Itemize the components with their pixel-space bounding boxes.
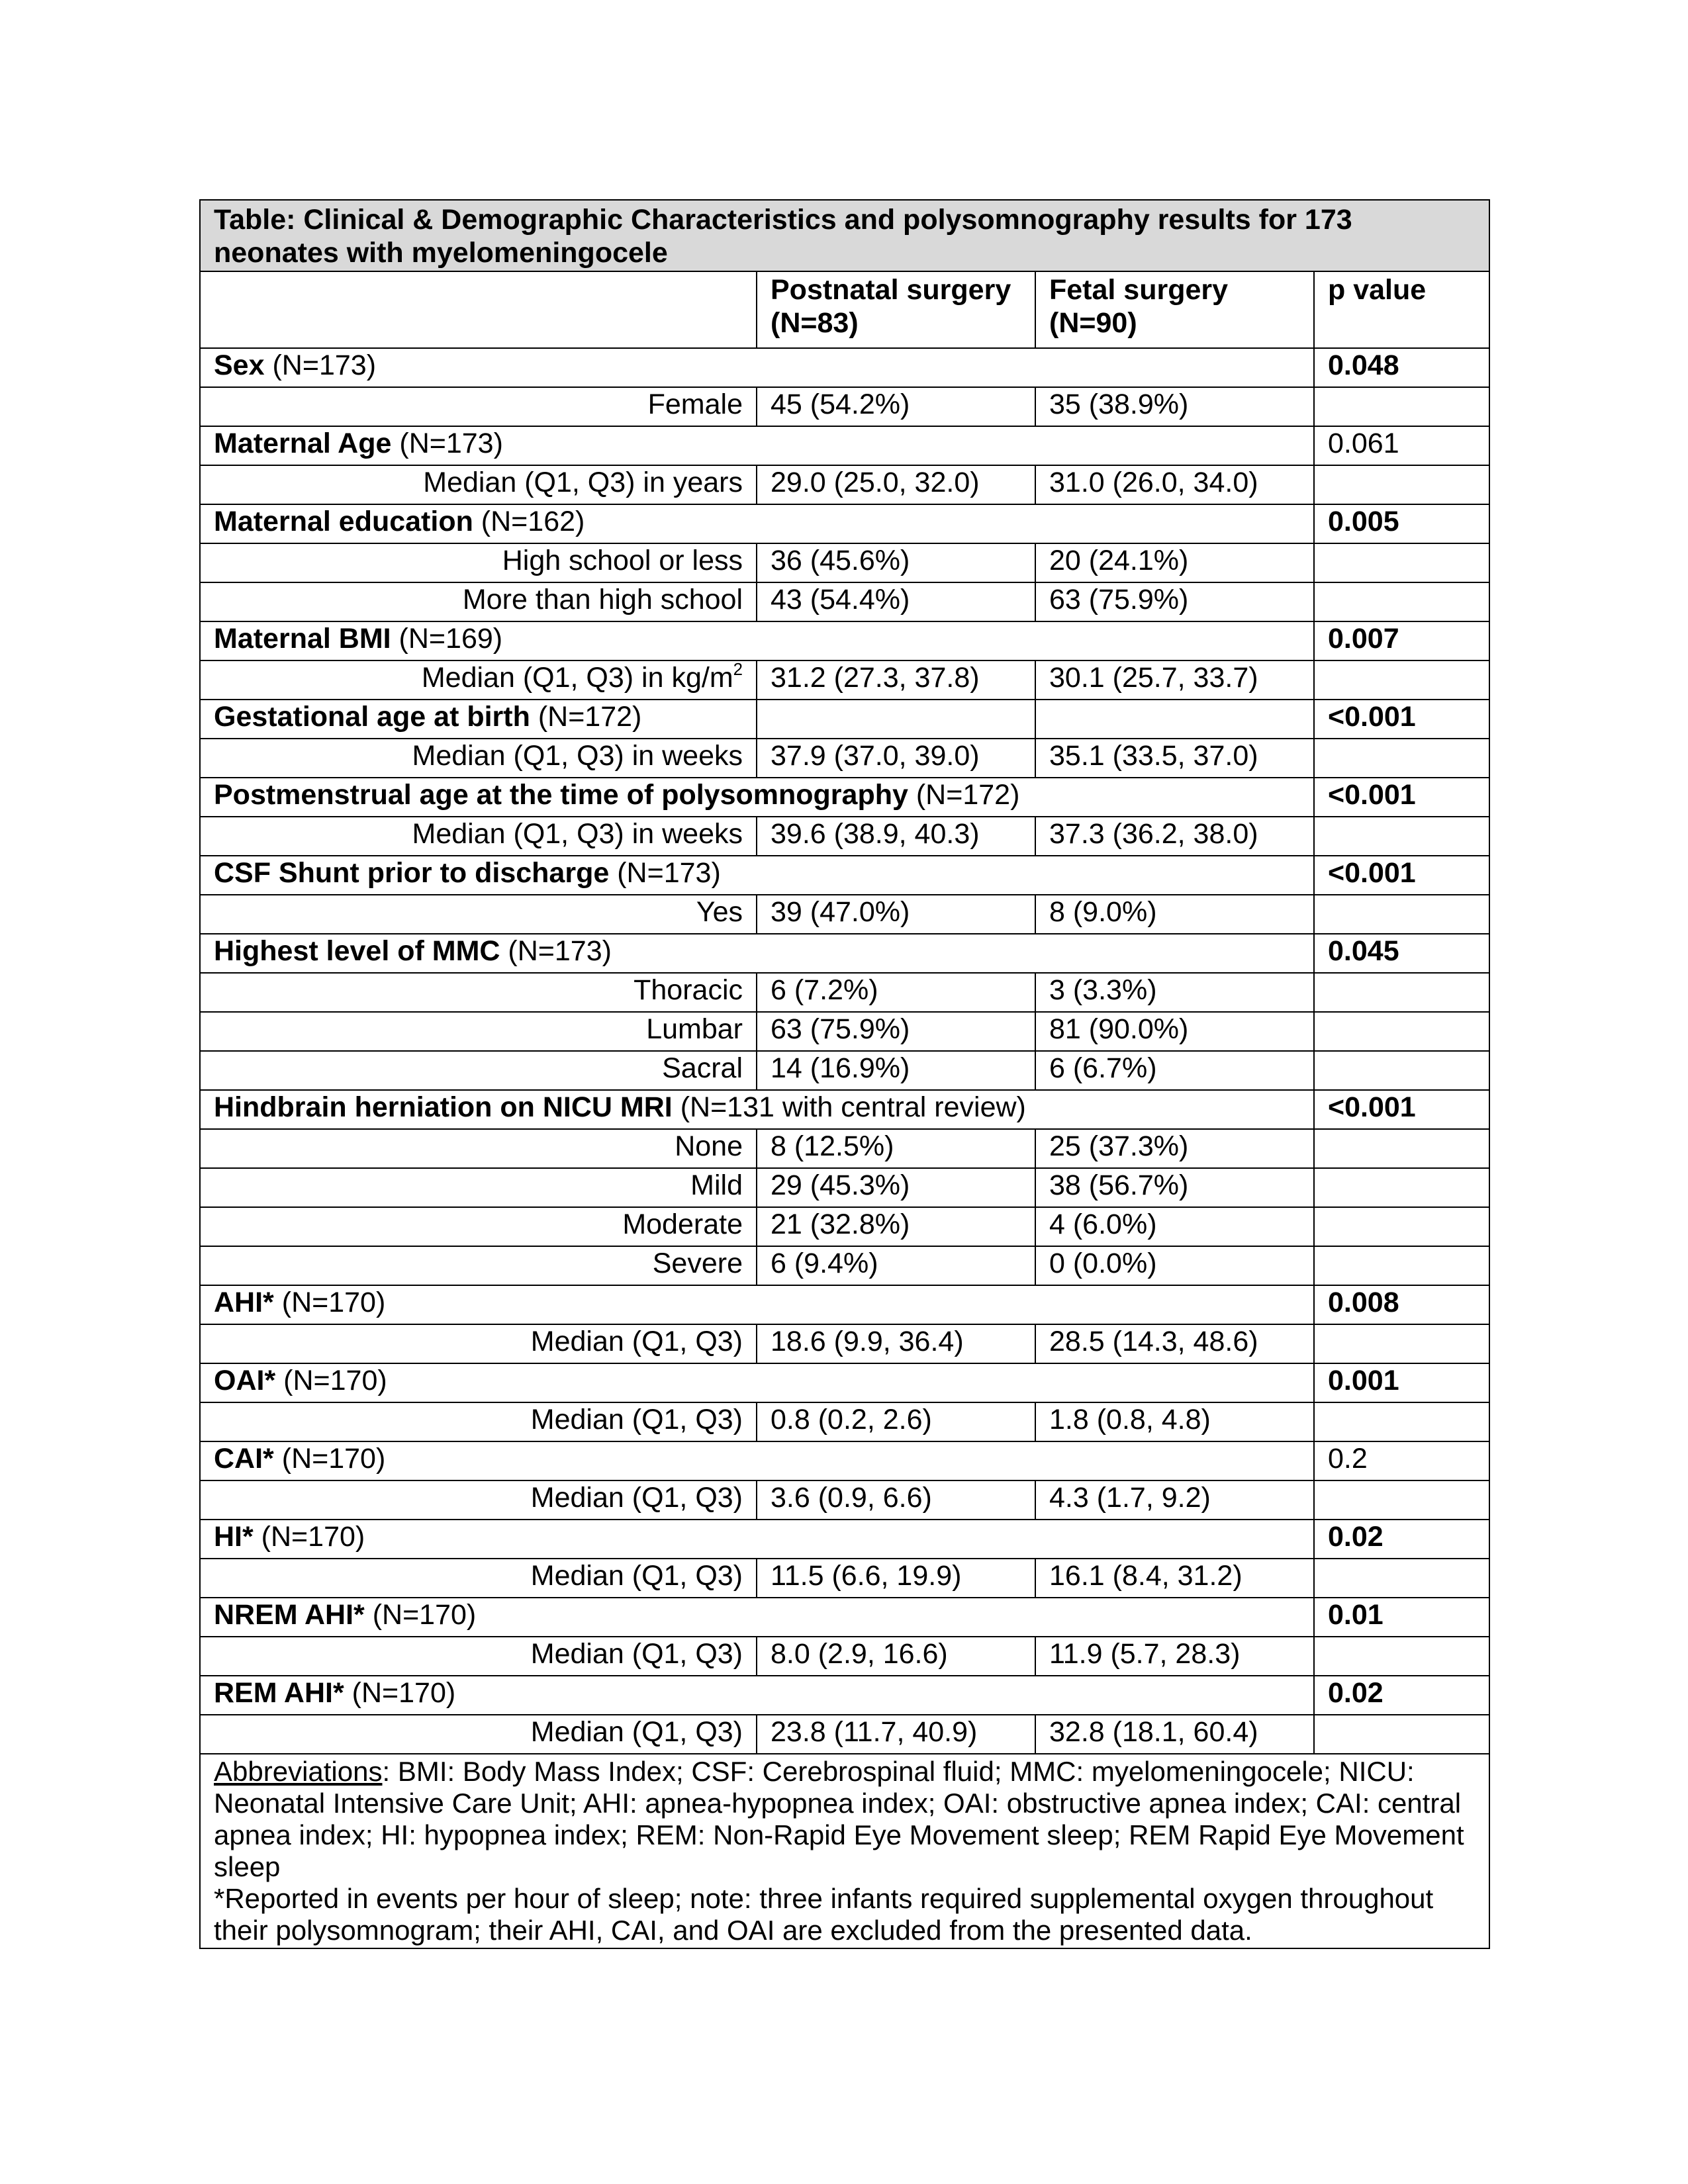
section-name: CAI* xyxy=(214,1443,274,1475)
postnatal-value: 45 (54.2%) xyxy=(757,387,1035,426)
row-label-cell xyxy=(200,1012,757,1051)
fetal-value: 8 (9.0%) xyxy=(1035,895,1314,934)
fetal-value: 32.8 (18.1, 60.4) xyxy=(1035,1715,1314,1754)
table-row xyxy=(200,1207,1489,1246)
postnatal-value: 21 (32.8%) xyxy=(757,1207,1035,1246)
p-value: 0.02 xyxy=(1314,1520,1489,1559)
section-n: (N=173) xyxy=(500,935,612,967)
p-value-empty xyxy=(1314,387,1489,426)
section-row xyxy=(200,1520,1489,1559)
p-value-empty xyxy=(1314,1324,1489,1363)
fetal-value: 1.8 (0.8, 4.8) xyxy=(1035,1402,1314,1441)
table-row xyxy=(200,387,1489,426)
row-label: Median (Q1, Q3) xyxy=(530,1404,743,1435)
p-value-empty xyxy=(1314,582,1489,621)
section-label-cell xyxy=(200,1441,1314,1480)
row-label: Median (Q1, Q3) in weeks xyxy=(412,740,743,772)
p-value: 0.045 xyxy=(1314,934,1489,973)
fetal-value: 4 (6.0%) xyxy=(1035,1207,1314,1246)
postnatal-value: 31.2 (27.3, 37.8) xyxy=(757,660,1035,700)
section-row xyxy=(200,856,1489,895)
footnote-row xyxy=(200,1754,1489,1948)
fetal-value: 0 (0.0%) xyxy=(1035,1246,1314,1285)
section-n: (N=173) xyxy=(609,857,721,889)
table-row xyxy=(200,1637,1489,1676)
header-row xyxy=(200,271,1489,348)
p-value-empty xyxy=(1314,739,1489,778)
section-empty-cell xyxy=(1035,700,1314,739)
postnatal-value: 29.0 (25.0, 32.0) xyxy=(757,465,1035,504)
section-n: (N=170) xyxy=(344,1677,456,1709)
postnatal-value: 8.0 (2.9, 16.6) xyxy=(757,1637,1035,1676)
row-label-cell xyxy=(200,1168,757,1207)
row-label: Median (Q1, Q3) xyxy=(530,1326,743,1357)
postnatal-value: 29 (45.3%) xyxy=(757,1168,1035,1207)
section-n: (N=169) xyxy=(391,623,503,655)
postnatal-value: 37.9 (37.0, 39.0) xyxy=(757,739,1035,778)
row-label-cell xyxy=(200,1324,757,1363)
p-value-empty xyxy=(1314,1637,1489,1676)
p-value: <0.001 xyxy=(1314,778,1489,817)
section-n: (N=170) xyxy=(273,1287,386,1318)
p-value: 0.02 xyxy=(1314,1676,1489,1715)
table-row xyxy=(200,582,1489,621)
row-label: None xyxy=(675,1130,743,1162)
fetal-value: 16.1 (8.4, 31.2) xyxy=(1035,1559,1314,1598)
row-label: Mild xyxy=(690,1169,743,1201)
section-label-cell xyxy=(200,1676,1314,1715)
section-row xyxy=(200,1285,1489,1324)
header-fetal: Fetal surgery (N=90) xyxy=(1035,271,1314,348)
table-row xyxy=(200,1402,1489,1441)
p-value-empty xyxy=(1314,1559,1489,1598)
p-value: 0.008 xyxy=(1314,1285,1489,1324)
row-label: Median (Q1, Q3) xyxy=(530,1560,743,1592)
postnatal-value: 8 (12.5%) xyxy=(757,1129,1035,1168)
section-name: REM AHI* xyxy=(214,1677,344,1709)
p-value-empty xyxy=(1314,1129,1489,1168)
p-value: <0.001 xyxy=(1314,700,1489,739)
section-name: Highest level of MMC xyxy=(214,935,500,967)
table-row xyxy=(200,895,1489,934)
section-n: (N=173) xyxy=(391,428,503,459)
p-value: 0.2 xyxy=(1314,1441,1489,1480)
p-value: 0.061 xyxy=(1314,426,1489,465)
p-value-empty xyxy=(1314,660,1489,700)
row-label-cell xyxy=(200,895,757,934)
fetal-value: 4.3 (1.7, 9.2) xyxy=(1035,1480,1314,1520)
fetal-value: 25 (37.3%) xyxy=(1035,1129,1314,1168)
fetal-value: 63 (75.9%) xyxy=(1035,582,1314,621)
row-label: Moderate xyxy=(622,1208,743,1240)
section-row xyxy=(200,426,1489,465)
asterisk-note: *Reported in events per hour of sleep; note: three infants required supplemental oxygen throughout their polysomnogram; their AHI, CAI, and OAI are excluded from the presented data. xyxy=(214,1883,1434,1946)
table-row xyxy=(200,973,1489,1012)
fetal-value: 38 (56.7%) xyxy=(1035,1168,1314,1207)
fetal-value: 31.0 (26.0, 34.0) xyxy=(1035,465,1314,504)
section-name: Hindbrain herniation on NICU MRI xyxy=(214,1091,673,1123)
p-value-empty xyxy=(1314,1012,1489,1051)
section-name: CSF Shunt prior to discharge xyxy=(214,857,610,889)
row-label-cell xyxy=(200,660,757,700)
row-label-cell xyxy=(200,1559,757,1598)
table-row xyxy=(200,739,1489,778)
table-body xyxy=(200,200,1489,1754)
section-name: Sex xyxy=(214,349,265,381)
section-row xyxy=(200,778,1489,817)
section-n: (N=170) xyxy=(253,1521,365,1553)
postnatal-value: 63 (75.9%) xyxy=(757,1012,1035,1051)
postnatal-value: 6 (7.2%) xyxy=(757,973,1035,1012)
postnatal-value: 11.5 (6.6, 19.9) xyxy=(757,1559,1035,1598)
section-empty-cell xyxy=(757,700,1035,739)
fetal-value: 37.3 (36.2, 38.0) xyxy=(1035,817,1314,856)
table-title: Table: Clinical & Demographic Characteristics and polysomnography results for 173 neonates with myelomeningocele xyxy=(200,200,1489,271)
fetal-value: 81 (90.0%) xyxy=(1035,1012,1314,1051)
p-value-empty xyxy=(1314,465,1489,504)
section-row xyxy=(200,700,1489,739)
section-name: Maternal BMI xyxy=(214,623,391,655)
row-label: Sacral xyxy=(662,1052,743,1084)
section-label-cell xyxy=(200,700,757,739)
postnatal-value: 36 (45.6%) xyxy=(757,543,1035,582)
section-n: (N=170) xyxy=(273,1443,386,1475)
p-value-empty xyxy=(1314,1715,1489,1754)
postnatal-value: 23.8 (11.7, 40.9) xyxy=(757,1715,1035,1754)
section-n: (N=131 with central review) xyxy=(672,1091,1026,1123)
row-label: More than high school xyxy=(462,584,743,615)
postnatal-value: 6 (9.4%) xyxy=(757,1246,1035,1285)
section-row xyxy=(200,934,1489,973)
row-label: Median (Q1, Q3) xyxy=(530,1482,743,1514)
fetal-value: 30.1 (25.7, 33.7) xyxy=(1035,660,1314,700)
table-row xyxy=(200,1246,1489,1285)
row-label: Median (Q1, Q3) in years xyxy=(423,467,743,498)
row-label-cell xyxy=(200,1246,757,1285)
title-row xyxy=(200,200,1489,271)
p-value-empty xyxy=(1314,1480,1489,1520)
section-row xyxy=(200,1598,1489,1637)
section-n: (N=170) xyxy=(364,1599,477,1631)
section-label-cell xyxy=(200,778,1314,817)
p-value-empty xyxy=(1314,1246,1489,1285)
section-row xyxy=(200,621,1489,660)
p-value-empty xyxy=(1314,1207,1489,1246)
postnatal-value: 0.8 (0.2, 2.6) xyxy=(757,1402,1035,1441)
p-value-empty xyxy=(1314,817,1489,856)
section-row xyxy=(200,1363,1489,1402)
row-label-cell xyxy=(200,739,757,778)
fetal-value: 35.1 (33.5, 37.0) xyxy=(1035,739,1314,778)
p-value-empty xyxy=(1314,1402,1489,1441)
section-name: Postmenstrual age at the time of polysomnography xyxy=(214,779,908,811)
row-label-cell xyxy=(200,543,757,582)
row-label-cell xyxy=(200,1207,757,1246)
abbreviations-label: Abbreviations xyxy=(214,1756,383,1787)
table-row xyxy=(200,1324,1489,1363)
header-p-value: p value xyxy=(1314,271,1489,348)
fetal-value: 28.5 (14.3, 48.6) xyxy=(1035,1324,1314,1363)
postnatal-value: 18.6 (9.9, 36.4) xyxy=(757,1324,1035,1363)
section-label-cell xyxy=(200,1090,1314,1129)
row-label-superscript: 2 xyxy=(733,660,743,679)
p-value-empty xyxy=(1314,1168,1489,1207)
table-row xyxy=(200,1129,1489,1168)
p-value: 0.005 xyxy=(1314,504,1489,543)
p-value: 0.001 xyxy=(1314,1363,1489,1402)
section-name: Maternal education xyxy=(214,506,473,537)
fetal-value: 6 (6.7%) xyxy=(1035,1051,1314,1090)
row-label-cell xyxy=(200,465,757,504)
row-label: Median (Q1, Q3) in kg/m xyxy=(421,662,733,694)
row-label-cell xyxy=(200,1480,757,1520)
fetal-value: 3 (3.3%) xyxy=(1035,973,1314,1012)
footnote-cell xyxy=(200,1754,1489,1948)
postnatal-value: 39 (47.0%) xyxy=(757,895,1035,934)
p-value: <0.001 xyxy=(1314,856,1489,895)
section-label-cell xyxy=(200,1520,1314,1559)
section-name: NREM AHI* xyxy=(214,1599,365,1631)
table-row xyxy=(200,1480,1489,1520)
table-row xyxy=(200,660,1489,700)
table-row xyxy=(200,1715,1489,1754)
row-label: Median (Q1, Q3) in weeks xyxy=(412,818,743,850)
section-n: (N=170) xyxy=(275,1365,387,1396)
section-label-cell xyxy=(200,1363,1314,1402)
row-label: Median (Q1, Q3) xyxy=(530,1638,743,1670)
postnatal-value: 39.6 (38.9, 40.3) xyxy=(757,817,1035,856)
section-name: Gestational age at birth xyxy=(214,701,530,733)
table-row xyxy=(200,817,1489,856)
header-postnatal: Postnatal surgery (N=83) xyxy=(757,271,1035,348)
row-label: Severe xyxy=(652,1248,743,1279)
section-n: (N=172) xyxy=(908,779,1020,811)
section-label-cell xyxy=(200,856,1314,895)
section-row xyxy=(200,1676,1489,1715)
section-name: OAI* xyxy=(214,1365,276,1396)
row-label: Thoracic xyxy=(633,974,743,1006)
p-value: <0.001 xyxy=(1314,1090,1489,1129)
postnatal-value: 14 (16.9%) xyxy=(757,1051,1035,1090)
section-label-cell xyxy=(200,1598,1314,1637)
row-label-cell xyxy=(200,1129,757,1168)
section-label-cell xyxy=(200,621,1314,660)
row-label: Yes xyxy=(696,896,743,928)
row-label-cell xyxy=(200,973,757,1012)
p-value: 0.01 xyxy=(1314,1598,1489,1637)
section-label-cell xyxy=(200,934,1314,973)
section-label-cell xyxy=(200,504,1314,543)
row-label-cell xyxy=(200,387,757,426)
section-row xyxy=(200,348,1489,387)
section-name: AHI* xyxy=(214,1287,274,1318)
section-label-cell xyxy=(200,348,1314,387)
row-label-cell xyxy=(200,1637,757,1676)
section-name: HI* xyxy=(214,1521,254,1553)
section-row xyxy=(200,1090,1489,1129)
row-label-cell xyxy=(200,1051,757,1090)
section-row xyxy=(200,1441,1489,1480)
p-value: 0.048 xyxy=(1314,348,1489,387)
section-label-cell xyxy=(200,426,1314,465)
table-row xyxy=(200,1168,1489,1207)
fetal-value: 11.9 (5.7, 28.3) xyxy=(1035,1637,1314,1676)
row-label: High school or less xyxy=(502,545,743,576)
row-label: Median (Q1, Q3) xyxy=(530,1716,743,1748)
header-characteristic xyxy=(200,271,757,348)
table-row xyxy=(200,1051,1489,1090)
section-n: (N=173) xyxy=(264,349,377,381)
table-row xyxy=(200,1012,1489,1051)
postnatal-value: 3.6 (0.9, 6.6) xyxy=(757,1480,1035,1520)
row-label-cell xyxy=(200,1402,757,1441)
abbreviations-note xyxy=(214,1756,1476,1883)
row-label-cell xyxy=(200,582,757,621)
table-row xyxy=(200,465,1489,504)
postnatal-value: 43 (54.4%) xyxy=(757,582,1035,621)
section-n: (N=162) xyxy=(473,506,585,537)
fetal-value: 20 (24.1%) xyxy=(1035,543,1314,582)
section-label-cell xyxy=(200,1285,1314,1324)
fetal-value: 35 (38.9%) xyxy=(1035,387,1314,426)
section-row xyxy=(200,504,1489,543)
row-label: Lumbar xyxy=(646,1013,743,1045)
section-name: Maternal Age xyxy=(214,428,392,459)
p-value-empty xyxy=(1314,543,1489,582)
section-n: (N=172) xyxy=(530,701,642,733)
p-value-empty xyxy=(1314,973,1489,1012)
row-label-cell xyxy=(200,1715,757,1754)
row-label: Female xyxy=(647,388,743,420)
abbreviations-text: : BMI: Body Mass Index; CSF: Cerebrospinal fluid; MMC: myelomeningocele; NICU: Neonatal Intensive Care Unit; AHI: apnea-hypopnea index; OAI: obstructive apnea index; CAI: central apnea index; HI: hypopnea index; REM: Non-Rapid Eye Movement sleep; REM Rapid Eye Movement sleep xyxy=(214,1756,1464,1882)
table-row xyxy=(200,1559,1489,1598)
p-value-empty xyxy=(1314,1051,1489,1090)
p-value: 0.007 xyxy=(1314,621,1489,660)
p-value-empty xyxy=(1314,895,1489,934)
data-table xyxy=(199,199,1490,1949)
row-label-cell xyxy=(200,817,757,856)
table-row xyxy=(200,543,1489,582)
